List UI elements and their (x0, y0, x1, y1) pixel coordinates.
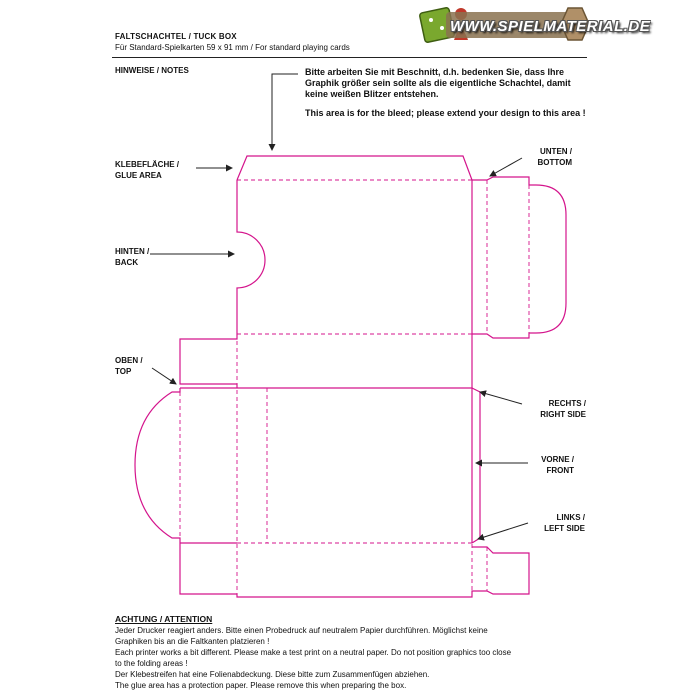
attention-line: Jeder Drucker reagiert anders. Bitte einen Probedruck auf neutralem Papier durchführen. Möglichst keine (115, 626, 488, 635)
bleed-note-en: This area is for the bleed; please extend your design to this area ! (305, 108, 586, 118)
page-subtitle: Für Standard-Spielkarten 59 x 91 mm / For standard playing cards (115, 43, 350, 52)
attention-line: The glue area has a protection paper. Please remove this when preparing the box. (115, 681, 407, 690)
left-tuck-flap-cut (135, 388, 180, 543)
bleed-arrow (272, 74, 298, 150)
attention-line: Graphiken bis an die Faltkanten platzieren ! (115, 637, 270, 646)
attention-heading: ACHTUNG / ATTENTION (115, 614, 213, 624)
attention-section (115, 614, 595, 691)
glue-flap-cut (237, 156, 472, 180)
notes-heading: HINWEISE / NOTES (115, 66, 189, 75)
label-back: HINTEN / BACK (115, 247, 150, 267)
bleed-note-de: Bitte arbeiten Sie mit Beschnitt, d.h. bedenken Sie, dass Ihre Graphik größer sein sollte als die eigentliche Schachtel, damit keine weißen Blitzer entstehen. (305, 67, 571, 99)
label-top: OBEN / TOP (115, 356, 143, 376)
logo-text: WWW.SPIELMATERIAL.DE (450, 18, 651, 35)
bottom-segment-cut (180, 543, 529, 597)
label-glue-area: KLEBEFLÄCHE / GLUE AREA (115, 160, 179, 180)
bottom-flap-cut (472, 177, 566, 338)
front-panel-cut (237, 388, 472, 543)
back-panel-cut (237, 180, 265, 334)
page-title: FALTSCHACHTEL / TUCK BOX (115, 32, 237, 41)
label-right-side: RECHTS / RIGHT SIDE (540, 399, 586, 419)
attention-line: Der Klebestreifen hat eine Folienabdeckung. Diese bitte zum Zusammenfügen abziehen. (115, 670, 430, 679)
attention-line: to the folding areas ! (115, 659, 188, 668)
attention-line: Each printer works a bit different. Please make a test print on a neutral paper. Do not position graphics too close (115, 648, 512, 657)
top-arrow (152, 368, 176, 384)
label-left-side: LINKS / LEFT SIDE (544, 513, 585, 533)
label-front: VORNE / FRONT (541, 455, 574, 475)
top-flap-cut (180, 334, 237, 388)
label-bottom: UNTEN / BOTTOM (537, 147, 572, 167)
